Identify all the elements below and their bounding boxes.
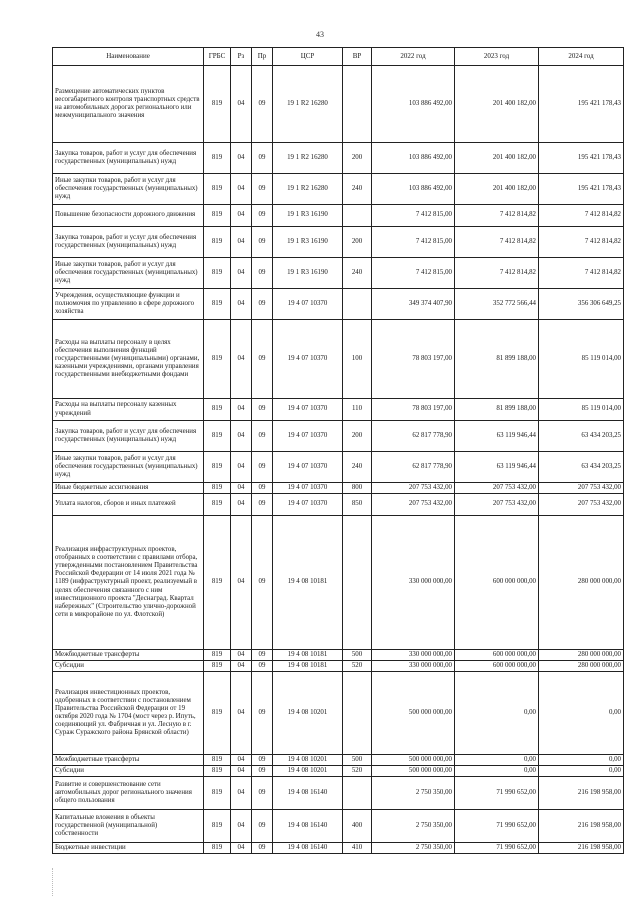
row-rz: 04: [231, 143, 252, 174]
header-2023: 2023 год: [455, 48, 539, 66]
row-csr: 19 1 R3 16190: [273, 258, 343, 289]
row-grbs: 819: [204, 289, 231, 320]
table-row: [53, 205, 624, 227]
row-rz: 04: [231, 766, 252, 777]
row-amount-2022: 500 000 000,00: [372, 755, 455, 766]
table-row: [53, 843, 624, 854]
row-vr: [343, 672, 372, 755]
row-rz: 04: [231, 452, 252, 483]
row-vr: [343, 289, 372, 320]
budget-table: [52, 47, 624, 854]
row-pr: 09: [252, 421, 273, 452]
row-amount-2023: 207 753 432,00: [455, 483, 539, 494]
row-amount-2024: 207 753 432,00: [539, 494, 624, 516]
table-row: [53, 661, 624, 672]
row-grbs: 819: [204, 258, 231, 289]
row-name: Межбюджетные трансферты: [53, 755, 204, 766]
row-rz: 04: [231, 516, 252, 650]
row-vr: [343, 777, 372, 810]
row-amount-2023: 201 400 182,00: [455, 174, 539, 205]
row-vr: 400: [343, 810, 372, 843]
row-csr: 19 1 R2 16280: [273, 174, 343, 205]
row-name: Иные бюджетные ассигнования: [53, 483, 204, 494]
row-name: Размещение автоматических пунктов весогабаритного контроля транспортных средств на автомобильных дорогах регионального или межмуниципального значения: [53, 66, 204, 143]
row-name: Расходы на выплаты персоналу в целях обеспечения выполнения функций государственными (муниципальными) органами, казенными учреждениями, органами управления государственными внебюджетными фондами: [53, 320, 204, 399]
row-amount-2023: 352 772 566,44: [455, 289, 539, 320]
row-name: Закупка товаров, работ и услуг для обеспечения государственных (муниципальных) нужд: [53, 227, 204, 258]
row-amount-2024: 85 119 014,00: [539, 399, 624, 421]
row-vr: 500: [343, 755, 372, 766]
table-row: [53, 810, 624, 843]
row-csr: 19 4 07 10370: [273, 494, 343, 516]
table-row: [53, 399, 624, 421]
row-amount-2024: 280 000 000,00: [539, 661, 624, 672]
row-amount-2024: 7 412 814,82: [539, 205, 624, 227]
row-name: Иные закупки товаров, работ и услуг для обеспечения государственных (муниципальных) нужд: [53, 452, 204, 483]
table-row: [53, 143, 624, 174]
row-pr: 09: [252, 516, 273, 650]
header-grbs: ГРБС: [204, 48, 231, 66]
row-grbs: 819: [204, 421, 231, 452]
row-amount-2023: 71 990 652,00: [455, 843, 539, 854]
row-grbs: 819: [204, 174, 231, 205]
row-grbs: 819: [204, 452, 231, 483]
header-vr: ВР: [343, 48, 372, 66]
header-2022: 2022 год: [372, 48, 455, 66]
row-csr: 19 4 08 16140: [273, 777, 343, 810]
row-rz: 04: [231, 66, 252, 143]
row-amount-2024: 195 421 178,43: [539, 174, 624, 205]
row-rz: 04: [231, 227, 252, 258]
row-vr: 240: [343, 452, 372, 483]
row-name: Реализация инфраструктурных проектов, отобранных в соответствии с правилами отбора, утвержденными постановлением Правительства Российской Федерации от 14 июля 2021 года № 1189 (инфраструктурный проект, реализуемый в целях обеспечения связанного с ним инвестиционного проекта "Деснаград. Квартал набережных" (Строительство улично-дорожной сети в микрорайоне по ул. Флотской): [53, 516, 204, 650]
row-csr: 19 1 R3 16190: [273, 227, 343, 258]
header-2024: 2024 год: [539, 48, 624, 66]
header-csr: ЦСР: [273, 48, 343, 66]
row-amount-2022: 2 750 350,00: [372, 777, 455, 810]
row-amount-2024: 0,00: [539, 672, 624, 755]
table-row: [53, 777, 624, 810]
row-grbs: 819: [204, 483, 231, 494]
row-rz: 04: [231, 399, 252, 421]
row-name: Повышение безопасности дорожного движения: [53, 205, 204, 227]
table-row: [53, 258, 624, 289]
row-vr: 850: [343, 494, 372, 516]
row-grbs: 819: [204, 672, 231, 755]
row-pr: 09: [252, 766, 273, 777]
row-name: Межбюджетные трансферты: [53, 650, 204, 661]
row-pr: 09: [252, 755, 273, 766]
row-amount-2022: 103 886 492,00: [372, 66, 455, 143]
row-csr: 19 1 R2 16280: [273, 66, 343, 143]
row-amount-2022: 62 817 778,90: [372, 421, 455, 452]
row-vr: 520: [343, 766, 372, 777]
row-amount-2023: 81 899 188,00: [455, 320, 539, 399]
row-rz: 04: [231, 205, 252, 227]
row-amount-2022: 103 886 492,00: [372, 143, 455, 174]
row-amount-2024: 356 306 649,25: [539, 289, 624, 320]
row-grbs: 819: [204, 810, 231, 843]
row-csr: 19 4 08 10201: [273, 672, 343, 755]
row-amount-2024: 216 198 958,00: [539, 777, 624, 810]
row-vr: 200: [343, 143, 372, 174]
row-pr: 09: [252, 289, 273, 320]
row-rz: 04: [231, 258, 252, 289]
row-rz: 04: [231, 661, 252, 672]
row-amount-2024: 216 198 958,00: [539, 810, 624, 843]
row-name: Развитие и совершенствование сети автомобильных дорог регионального значения общего пользования: [53, 777, 204, 810]
header-rz: Рз: [231, 48, 252, 66]
row-vr: 800: [343, 483, 372, 494]
table-row: [53, 672, 624, 755]
row-csr: 19 4 08 16140: [273, 810, 343, 843]
row-amount-2023: 0,00: [455, 766, 539, 777]
row-amount-2024: 280 000 000,00: [539, 516, 624, 650]
row-grbs: 819: [204, 766, 231, 777]
row-amount-2023: 600 000 000,00: [455, 516, 539, 650]
row-name: Учреждения, осуществляющие функции и полномочия по управлению в сфере дорожного хозяйства: [53, 289, 204, 320]
row-name: Субсидии: [53, 661, 204, 672]
table-row: [53, 483, 624, 494]
row-pr: 09: [252, 66, 273, 143]
row-amount-2023: 0,00: [455, 755, 539, 766]
table-row: [53, 421, 624, 452]
table-row: [53, 174, 624, 205]
row-amount-2023: 207 753 432,00: [455, 494, 539, 516]
row-grbs: 819: [204, 320, 231, 399]
row-amount-2023: 81 899 188,00: [455, 399, 539, 421]
row-vr: 410: [343, 843, 372, 854]
row-pr: 09: [252, 143, 273, 174]
row-grbs: 819: [204, 661, 231, 672]
row-amount-2022: 2 750 350,00: [372, 810, 455, 843]
row-vr: [343, 516, 372, 650]
row-rz: 04: [231, 650, 252, 661]
row-amount-2022: 7 412 815,00: [372, 205, 455, 227]
table-body: [53, 66, 624, 854]
row-amount-2022: 103 886 492,00: [372, 174, 455, 205]
row-name: Субсидии: [53, 766, 204, 777]
row-pr: 09: [252, 399, 273, 421]
row-name: Уплата налогов, сборов и иных платежей: [53, 494, 204, 516]
row-amount-2022: 207 753 432,00: [372, 483, 455, 494]
row-amount-2024: 216 198 958,00: [539, 843, 624, 854]
row-amount-2024: 7 412 814,82: [539, 258, 624, 289]
margin-marks: [52, 868, 57, 896]
row-amount-2024: 207 753 432,00: [539, 483, 624, 494]
row-grbs: 819: [204, 66, 231, 143]
row-csr: 19 4 07 10370: [273, 483, 343, 494]
row-pr: 09: [252, 320, 273, 399]
row-rz: 04: [231, 289, 252, 320]
row-csr: 19 4 07 10370: [273, 320, 343, 399]
row-amount-2022: 78 803 197,00: [372, 320, 455, 399]
row-amount-2022: 500 000 000,00: [372, 672, 455, 755]
row-amount-2023: 201 400 182,00: [455, 143, 539, 174]
row-amount-2023: 600 000 000,00: [455, 661, 539, 672]
row-vr: [343, 205, 372, 227]
row-name: Закупка товаров, работ и услуг для обеспечения государственных (муниципальных) нужд: [53, 143, 204, 174]
row-amount-2024: 63 434 203,25: [539, 452, 624, 483]
row-pr: 09: [252, 205, 273, 227]
row-csr: 19 4 08 10201: [273, 755, 343, 766]
row-csr: 19 4 07 10370: [273, 452, 343, 483]
row-amount-2024: 195 421 178,43: [539, 66, 624, 143]
row-vr: 200: [343, 421, 372, 452]
row-rz: 04: [231, 494, 252, 516]
table-row: [53, 66, 624, 143]
row-amount-2024: 195 421 178,43: [539, 143, 624, 174]
row-amount-2022: 349 374 407,90: [372, 289, 455, 320]
row-rz: 04: [231, 421, 252, 452]
page-number: 43: [316, 30, 324, 39]
row-amount-2024: 7 412 814,82: [539, 227, 624, 258]
row-name: Бюджетные инвестиции: [53, 843, 204, 854]
row-amount-2023: 7 412 814,82: [455, 258, 539, 289]
row-rz: 04: [231, 174, 252, 205]
row-name: Иные закупки товаров, работ и услуг для обеспечения государственных (муниципальных) нужд: [53, 174, 204, 205]
row-amount-2023: 201 400 182,00: [455, 66, 539, 143]
row-amount-2024: 0,00: [539, 766, 624, 777]
row-grbs: 819: [204, 399, 231, 421]
row-rz: 04: [231, 843, 252, 854]
row-rz: 04: [231, 777, 252, 810]
row-amount-2022: 2 750 350,00: [372, 843, 455, 854]
row-pr: 09: [252, 483, 273, 494]
row-rz: 04: [231, 810, 252, 843]
row-grbs: 819: [204, 494, 231, 516]
row-vr: 500: [343, 650, 372, 661]
row-vr: 240: [343, 258, 372, 289]
row-amount-2022: 62 817 778,90: [372, 452, 455, 483]
row-amount-2023: 71 990 652,00: [455, 810, 539, 843]
row-rz: 04: [231, 755, 252, 766]
row-csr: 19 4 08 16140: [273, 843, 343, 854]
row-pr: 09: [252, 650, 273, 661]
table-row: [53, 320, 624, 399]
row-csr: 19 4 08 10181: [273, 661, 343, 672]
row-grbs: 819: [204, 143, 231, 174]
row-vr: 200: [343, 227, 372, 258]
row-vr: 240: [343, 174, 372, 205]
row-amount-2023: 63 119 946,44: [455, 452, 539, 483]
row-pr: 09: [252, 672, 273, 755]
row-pr: 09: [252, 777, 273, 810]
row-amount-2022: 330 000 000,00: [372, 661, 455, 672]
table-row: [53, 227, 624, 258]
row-pr: 09: [252, 494, 273, 516]
row-csr: 19 1 R2 16280: [273, 143, 343, 174]
row-pr: 09: [252, 227, 273, 258]
row-pr: 09: [252, 452, 273, 483]
row-grbs: 819: [204, 516, 231, 650]
row-vr: 520: [343, 661, 372, 672]
row-amount-2023: 600 000 000,00: [455, 650, 539, 661]
row-csr: 19 4 08 10181: [273, 516, 343, 650]
row-amount-2024: 280 000 000,00: [539, 650, 624, 661]
table-row: [53, 766, 624, 777]
row-amount-2022: 78 803 197,00: [372, 399, 455, 421]
table-row: [53, 289, 624, 320]
table-row: [53, 516, 624, 650]
row-amount-2022: 330 000 000,00: [372, 650, 455, 661]
table-row: [53, 650, 624, 661]
row-amount-2023: 7 412 814,82: [455, 205, 539, 227]
row-csr: 19 4 07 10370: [273, 421, 343, 452]
row-name: Капитальные вложения в объекты государственной (муниципальной) собственности: [53, 810, 204, 843]
row-pr: 09: [252, 810, 273, 843]
row-vr: 100: [343, 320, 372, 399]
row-pr: 09: [252, 661, 273, 672]
table-row: [53, 755, 624, 766]
header-pr: Пр: [252, 48, 273, 66]
row-rz: 04: [231, 483, 252, 494]
row-pr: 09: [252, 843, 273, 854]
row-csr: 19 1 R3 16190: [273, 205, 343, 227]
row-name: Реализация инвестиционных проектов, одобренных в соответствии с постановлением Правительства Российской Федерации от 19 октября 2020 года № 1704 (мост через р. Ипуть, соединяющий ул. Фабричная и ул. Лесную в г. Сураж Суражского района Брянской области): [53, 672, 204, 755]
row-amount-2024: 85 119 014,00: [539, 320, 624, 399]
header-name: Наименование: [53, 48, 204, 66]
row-name: Закупка товаров, работ и услуг для обеспечения государственных (муниципальных) нужд: [53, 421, 204, 452]
row-amount-2023: 63 119 946,44: [455, 421, 539, 452]
table-row: [53, 452, 624, 483]
row-csr: 19 4 07 10370: [273, 289, 343, 320]
row-name: Иные закупки товаров, работ и услуг для обеспечения государственных (муниципальных) нужд: [53, 258, 204, 289]
row-grbs: 819: [204, 777, 231, 810]
row-csr: 19 4 08 10181: [273, 650, 343, 661]
row-amount-2022: 7 412 815,00: [372, 227, 455, 258]
table-row: [53, 494, 624, 516]
row-amount-2023: 7 412 814,82: [455, 227, 539, 258]
row-amount-2024: 0,00: [539, 755, 624, 766]
row-rz: 04: [231, 320, 252, 399]
row-amount-2022: 330 000 000,00: [372, 516, 455, 650]
row-csr: 19 4 07 10370: [273, 399, 343, 421]
row-pr: 09: [252, 258, 273, 289]
row-amount-2022: 500 000 000,00: [372, 766, 455, 777]
row-amount-2022: 7 412 815,00: [372, 258, 455, 289]
row-rz: 04: [231, 672, 252, 755]
row-amount-2023: 0,00: [455, 672, 539, 755]
row-csr: 19 4 08 10201: [273, 766, 343, 777]
row-grbs: 819: [204, 205, 231, 227]
row-grbs: 819: [204, 843, 231, 854]
row-pr: 09: [252, 174, 273, 205]
row-grbs: 819: [204, 227, 231, 258]
row-vr: [343, 66, 372, 143]
row-grbs: 819: [204, 650, 231, 661]
row-grbs: 819: [204, 755, 231, 766]
table-header-row: [53, 48, 624, 66]
row-amount-2023: 71 990 652,00: [455, 777, 539, 810]
row-amount-2022: 207 753 432,00: [372, 494, 455, 516]
row-name: Расходы на выплаты персоналу казенных учреждений: [53, 399, 204, 421]
row-vr: 110: [343, 399, 372, 421]
row-amount-2024: 63 434 203,25: [539, 421, 624, 452]
